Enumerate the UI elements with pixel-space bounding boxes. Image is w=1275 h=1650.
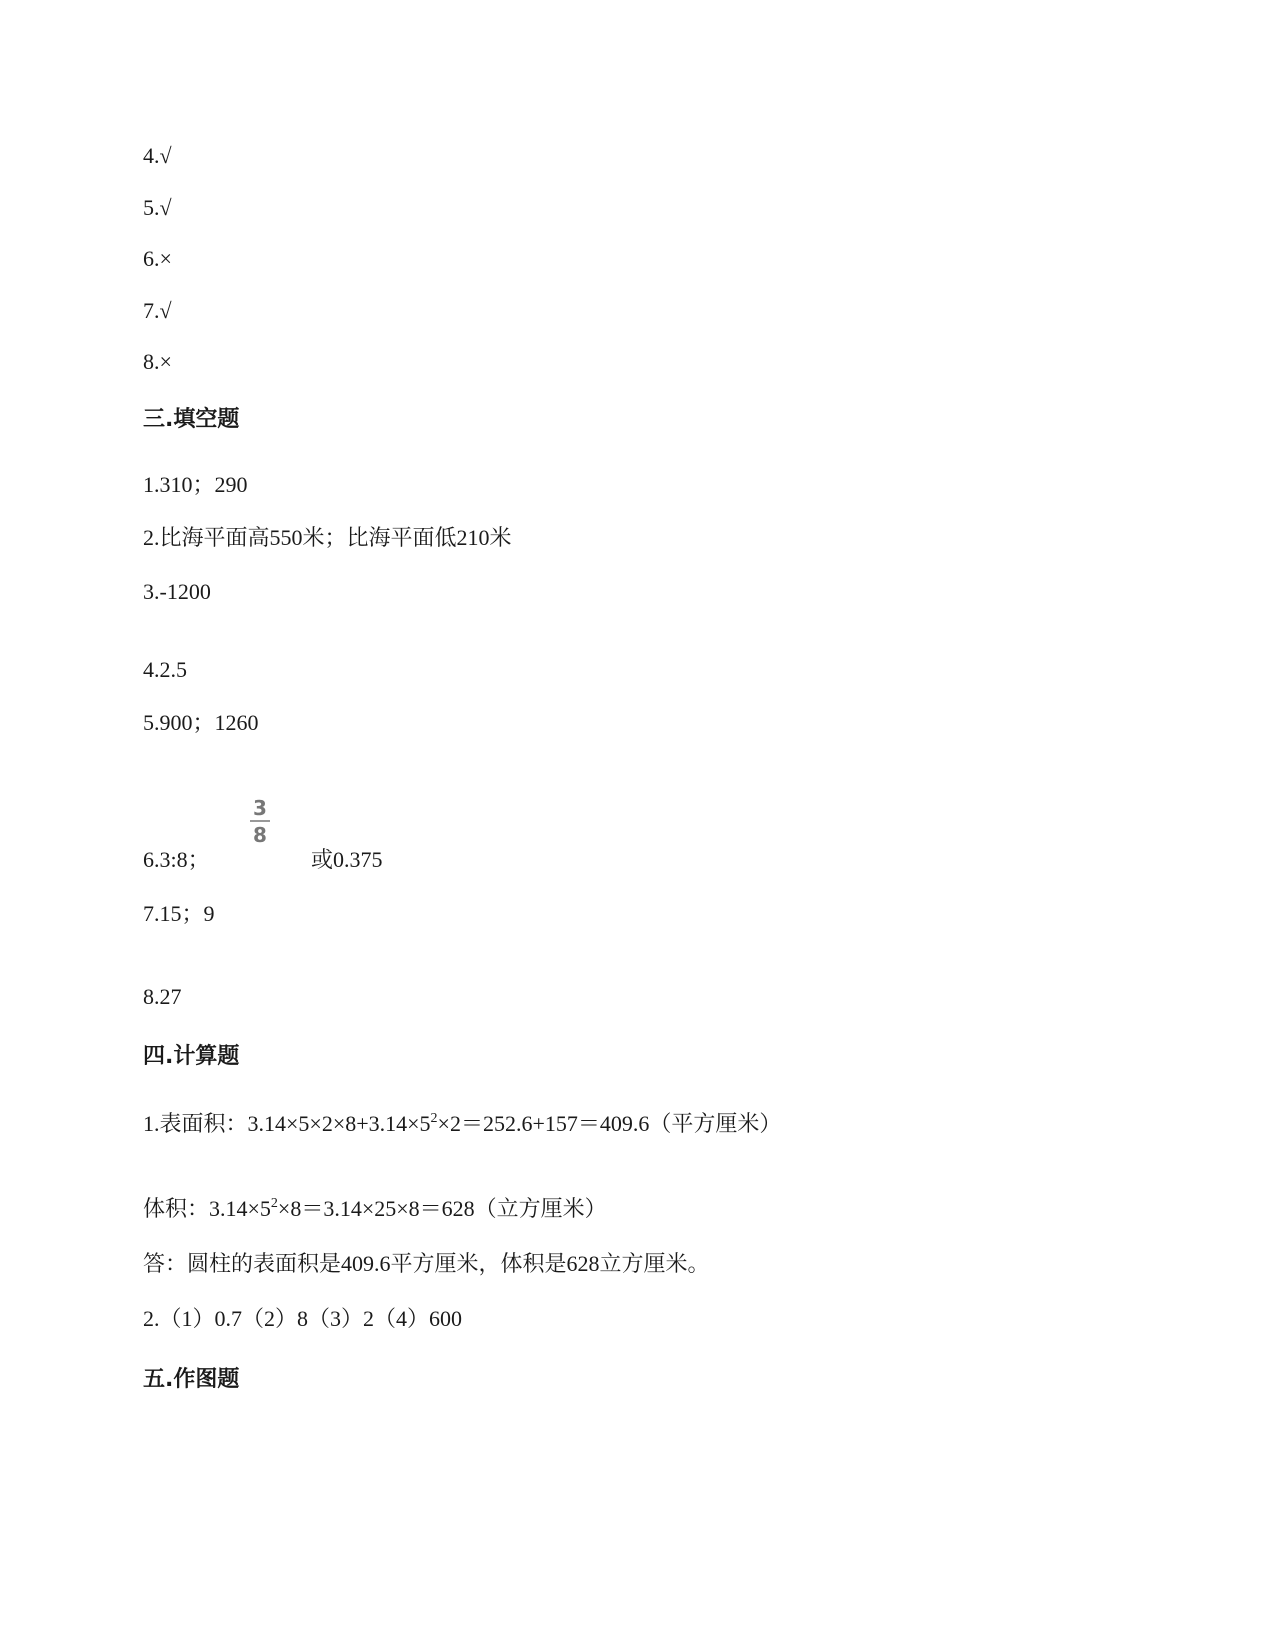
fill-answer-5: 5.900；1260: [143, 710, 259, 735]
fraction-bar: [250, 820, 270, 822]
fill-answer-3: 3.-1200: [143, 579, 211, 604]
calc-answer-1-volume: [143, 1195, 607, 1223]
fraction-numerator: 3: [253, 796, 267, 820]
fill-answer-8: 8.27: [143, 984, 182, 1009]
calc-1a-part2: ×2＝252.6+157＝409.6（平方厘米）: [437, 1111, 782, 1136]
exponent: 2: [430, 1110, 438, 1126]
fill-answer-7: 7.15；9: [143, 901, 215, 926]
calc-1b-part2: ×8＝3.14×25×8＝628（立方厘米）: [277, 1196, 607, 1221]
fill-answer-2: 2.比海平面高550米；比海平面低210米: [143, 525, 512, 550]
answer-5: 5.√: [143, 195, 172, 220]
calc-answer-1-surface-area: [143, 1110, 781, 1138]
section-heading-calculation: 四.计算题: [143, 1044, 240, 1069]
answer-8: 8.×: [143, 349, 172, 374]
fill-answer-6: 6.3:8；: [143, 847, 210, 872]
exponent: 2: [270, 1195, 278, 1211]
fill-answer-6-suffix: 或0.375: [311, 847, 383, 872]
answer-4: 4.√: [143, 143, 172, 168]
calc-1b-part1: 体积：3.14×5: [143, 1196, 271, 1221]
fill-answer-1: 1.310；290: [143, 472, 248, 497]
section-heading-drawing: 五.作图题: [143, 1367, 240, 1392]
fill-answer-4: 4.2.5: [143, 657, 187, 682]
calc-1a-part1: 1.表面积：3.14×5×2×8+3.14×5: [143, 1111, 431, 1136]
fraction-denominator: 8: [253, 823, 267, 847]
calc-answer-2: 2.（1）0.7（2）8（3）2（4）600: [143, 1306, 463, 1331]
section-heading-fill-blank: 三.填空题: [143, 407, 240, 432]
answer-6: 6.×: [143, 246, 172, 271]
answer-7: 7.√: [143, 298, 172, 323]
calc-answer-1-conclusion: 答：圆柱的表面积是409.6平方厘米，体积是628立方厘米。: [143, 1251, 710, 1276]
fraction-image: [250, 798, 270, 845]
